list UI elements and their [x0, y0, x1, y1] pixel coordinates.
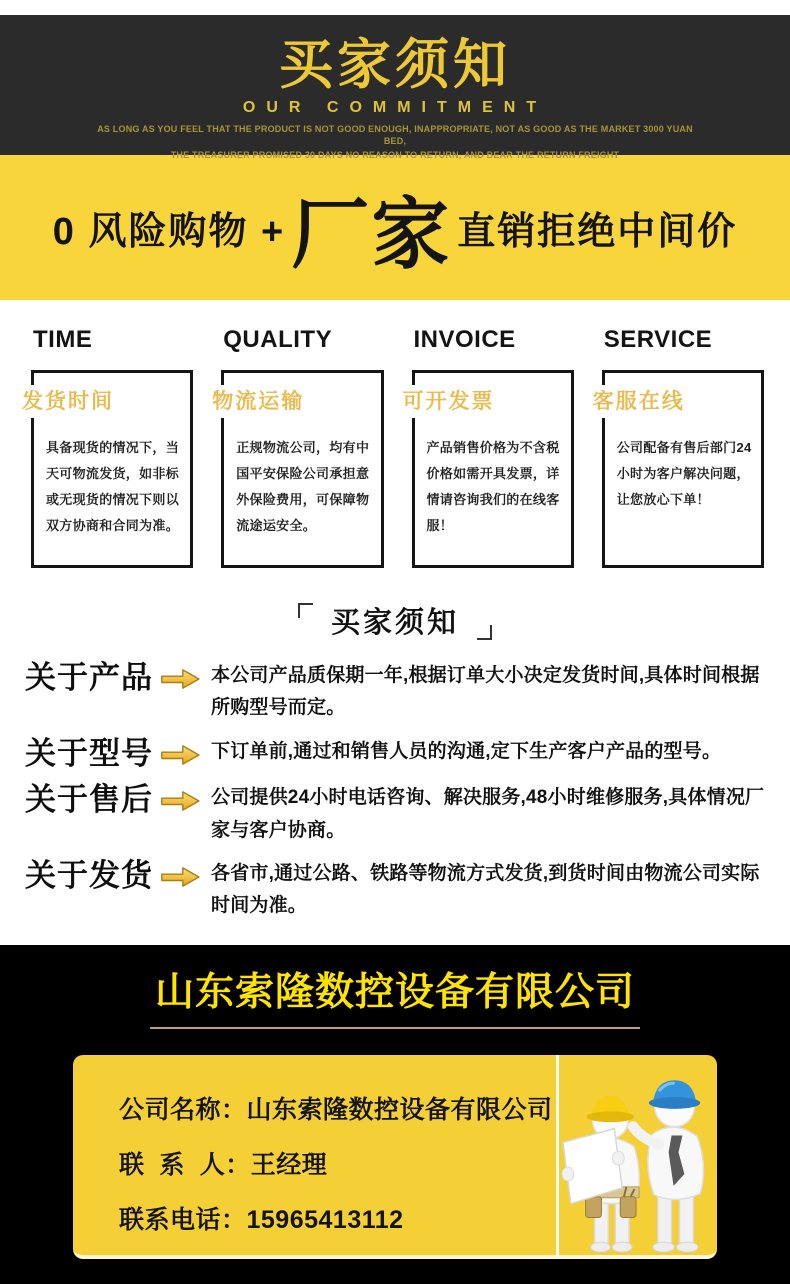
- company-name-line: 公司名称：山东索隆数控设备有限公司: [119, 1096, 553, 1124]
- promo-banner: [0, 155, 790, 300]
- page-title: 买家须知: [279, 35, 511, 95]
- feature-column-quality: [212, 326, 383, 568]
- notice-label: 关于型号: [25, 735, 153, 771]
- banner-highlight: 厂家: [291, 189, 452, 278]
- feature-text: 具备现货的情况下，当天可物流发货，如非标或无现货的情况下则以双方协商和合同为准。: [46, 440, 180, 533]
- corner-bracket-top-left-icon: [298, 603, 313, 618]
- feature-box: [212, 370, 383, 568]
- feature-label: 客服在线: [593, 385, 695, 418]
- feature-box: [22, 370, 193, 568]
- section-title-wrap: [0, 594, 790, 646]
- feature-label: 物流运输: [212, 385, 314, 418]
- feature-box: [592, 370, 764, 568]
- contact-card: [73, 1055, 717, 1259]
- feature-column-service: [592, 326, 764, 568]
- notice-label: 关于售后: [25, 782, 153, 818]
- notice-list: [0, 660, 790, 922]
- feature-header: SERVICE: [603, 326, 713, 353]
- notice-text: 公司提供24小时电话咨询、解决服务,48小时维修服务,具体情况厂家与客户协商。: [211, 787, 765, 841]
- construction-workers-illustration: [556, 1055, 717, 1255]
- hero-english-line1: AS LONG AS YOU FEEL THAT THE PRODUCT IS NOT GOOD ENOUGH, INAPPROPRIATE, NOT AS GOOD AS THE MARKET 3000 YUAN BED,: [97, 123, 693, 147]
- arrow-right-icon: [159, 665, 201, 693]
- notice-label: 关于产品: [25, 660, 153, 695]
- feature-box: [402, 370, 574, 568]
- footer: [0, 945, 790, 1284]
- hero-subtitle: OUR COMMITMENT: [242, 98, 548, 116]
- notice-text: 各省市,通过公路、铁路等物流方式发货,到货时间由物流公司实际时间为准。: [211, 862, 760, 917]
- notice-text: 本公司产品质保期一年,根据订单大小决定发货时间,具体时间根据所购型号而定。: [211, 665, 760, 719]
- notice-row-aftersale: [25, 782, 768, 847]
- section-title: 买家须知: [330, 606, 459, 639]
- feature-label: 发货时间: [22, 385, 124, 418]
- contact-phone-line: 联系电话：15965413112: [119, 1206, 404, 1234]
- contact-person-line: 联 系 人：王经理: [119, 1151, 328, 1179]
- feature-text: 产品销售价格为不含税价格如需开具发票，详情请咨询我们的在线客服！: [426, 440, 560, 533]
- feature-text: 公司配备有售后部门24小时为客户解决问题，让您放心下单！: [616, 440, 752, 507]
- main-content: [0, 300, 790, 945]
- feature-text: 正规物流公司，均有中国平安保险公司承担意外保险费用，可保障物流途运安全。: [236, 440, 370, 533]
- divider-line: [150, 1027, 640, 1029]
- feature-header: INVOICE: [413, 326, 516, 353]
- hero-english-line2: THE TREASURER PROMISED 30 DAYS NO REASON TO RETURN, AND BEAR THE RETURN FREIGHT: [170, 149, 620, 160]
- feature-header: TIME: [33, 326, 93, 353]
- notice-text: 下订单前,通过和销售人员的沟通,定下生产客户产品的型号。: [211, 740, 722, 762]
- feature-columns: [0, 300, 790, 568]
- notice-row-shipping: [25, 858, 768, 923]
- hero-header: [0, 15, 790, 160]
- banner-prefix: 0 风险购物 +: [52, 211, 286, 253]
- top-white-strip: [0, 0, 790, 15]
- notice-label: 关于发货: [25, 857, 153, 893]
- feature-label: 可开发票: [403, 385, 505, 418]
- arrow-right-icon: [159, 863, 201, 891]
- feature-column-time: [22, 326, 193, 568]
- notice-row-model: [25, 736, 768, 772]
- construction-workers-icon: [559, 1055, 717, 1255]
- corner-bracket-bottom-right-icon: [477, 625, 492, 640]
- feature-column-invoice: [402, 326, 574, 568]
- feature-header: QUALITY: [223, 326, 333, 353]
- company-heading: 山东索隆数控设备有限公司: [154, 971, 635, 1014]
- arrow-right-icon: [159, 741, 201, 769]
- banner-suffix: 直销拒绝中间价: [457, 211, 738, 253]
- notice-row-product: [25, 660, 768, 725]
- arrow-right-icon: [159, 787, 201, 815]
